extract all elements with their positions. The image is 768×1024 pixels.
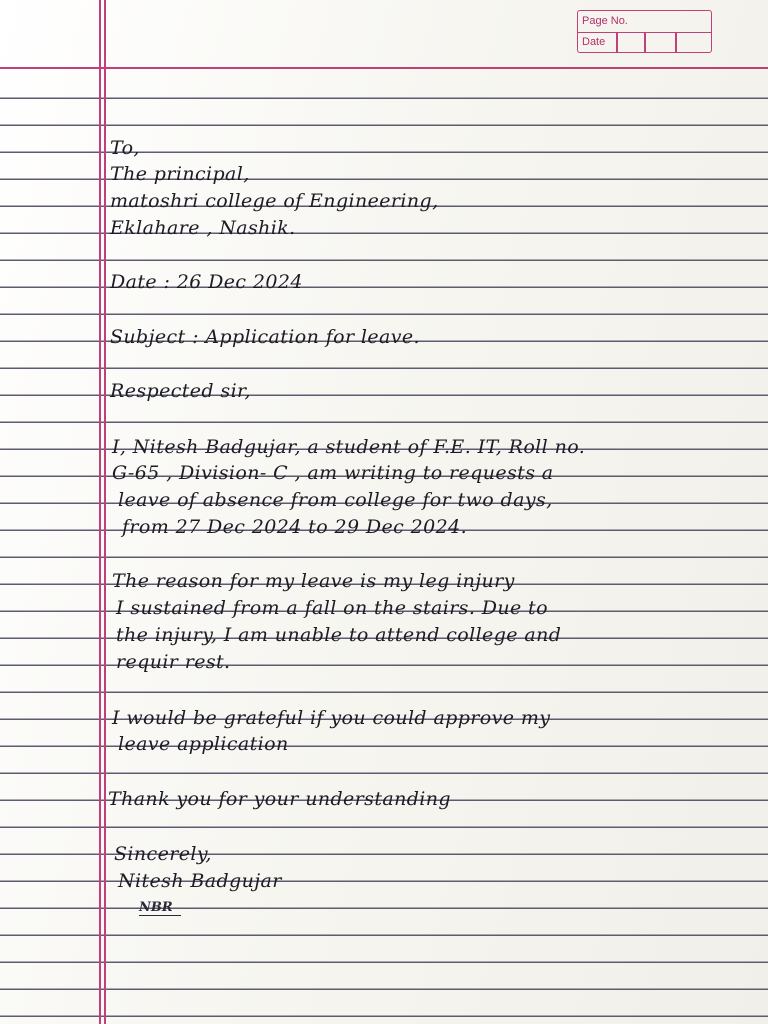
date-cell-divider: [616, 32, 618, 53]
body-line: G-65 , Division- C , am writing to requests a: [112, 462, 554, 484]
closing: Sincerely,: [114, 843, 212, 865]
signer-name: Nitesh Badgujar: [118, 870, 282, 892]
body-line: leave application: [118, 733, 289, 755]
body-line: leave of absence from college for two days,: [118, 489, 553, 511]
left-margin-line: [99, 0, 101, 1024]
college-address: Eklahare , Nashik.: [110, 217, 296, 239]
body-line: I, Nitesh Badgujar, a student of F.E. IT, Roll no.: [112, 436, 586, 458]
recipient-title: The principal,: [110, 163, 250, 185]
body-line: The reason for my leave is my leg injury: [112, 570, 515, 592]
header-rule: [0, 67, 768, 69]
date-cell-divider: [675, 32, 677, 53]
page-no-label: Page No.: [582, 15, 628, 27]
letter-subject: Subject : Application for leave.: [110, 326, 420, 348]
signature-initials: NBR: [139, 901, 181, 916]
page-no-row: [578, 11, 711, 33]
date-row: [578, 32, 711, 53]
body-line: I sustained from a fall on the stairs. Due to: [116, 597, 548, 619]
body-line: from 27 Dec 2024 to 29 Dec 2024.: [122, 516, 468, 538]
thanks-line: Thank you for your understanding: [108, 788, 451, 810]
body-line: requir rest.: [116, 651, 231, 673]
college-name: matoshri college of Engineering,: [110, 190, 439, 212]
date-cell-divider: [644, 32, 646, 53]
date-label: Date: [582, 36, 606, 48]
body-line: I would be grateful if you could approve my: [112, 707, 551, 729]
left-margin-line-inner: [104, 0, 106, 1024]
letter-date: Date : 26 Dec 2024: [110, 271, 303, 293]
body-line: the injury, I am unable to attend college and: [116, 624, 562, 646]
salutation: Respected sir,: [110, 380, 251, 402]
letter-to: To,: [110, 137, 140, 159]
page-no-date-box: [577, 10, 712, 53]
